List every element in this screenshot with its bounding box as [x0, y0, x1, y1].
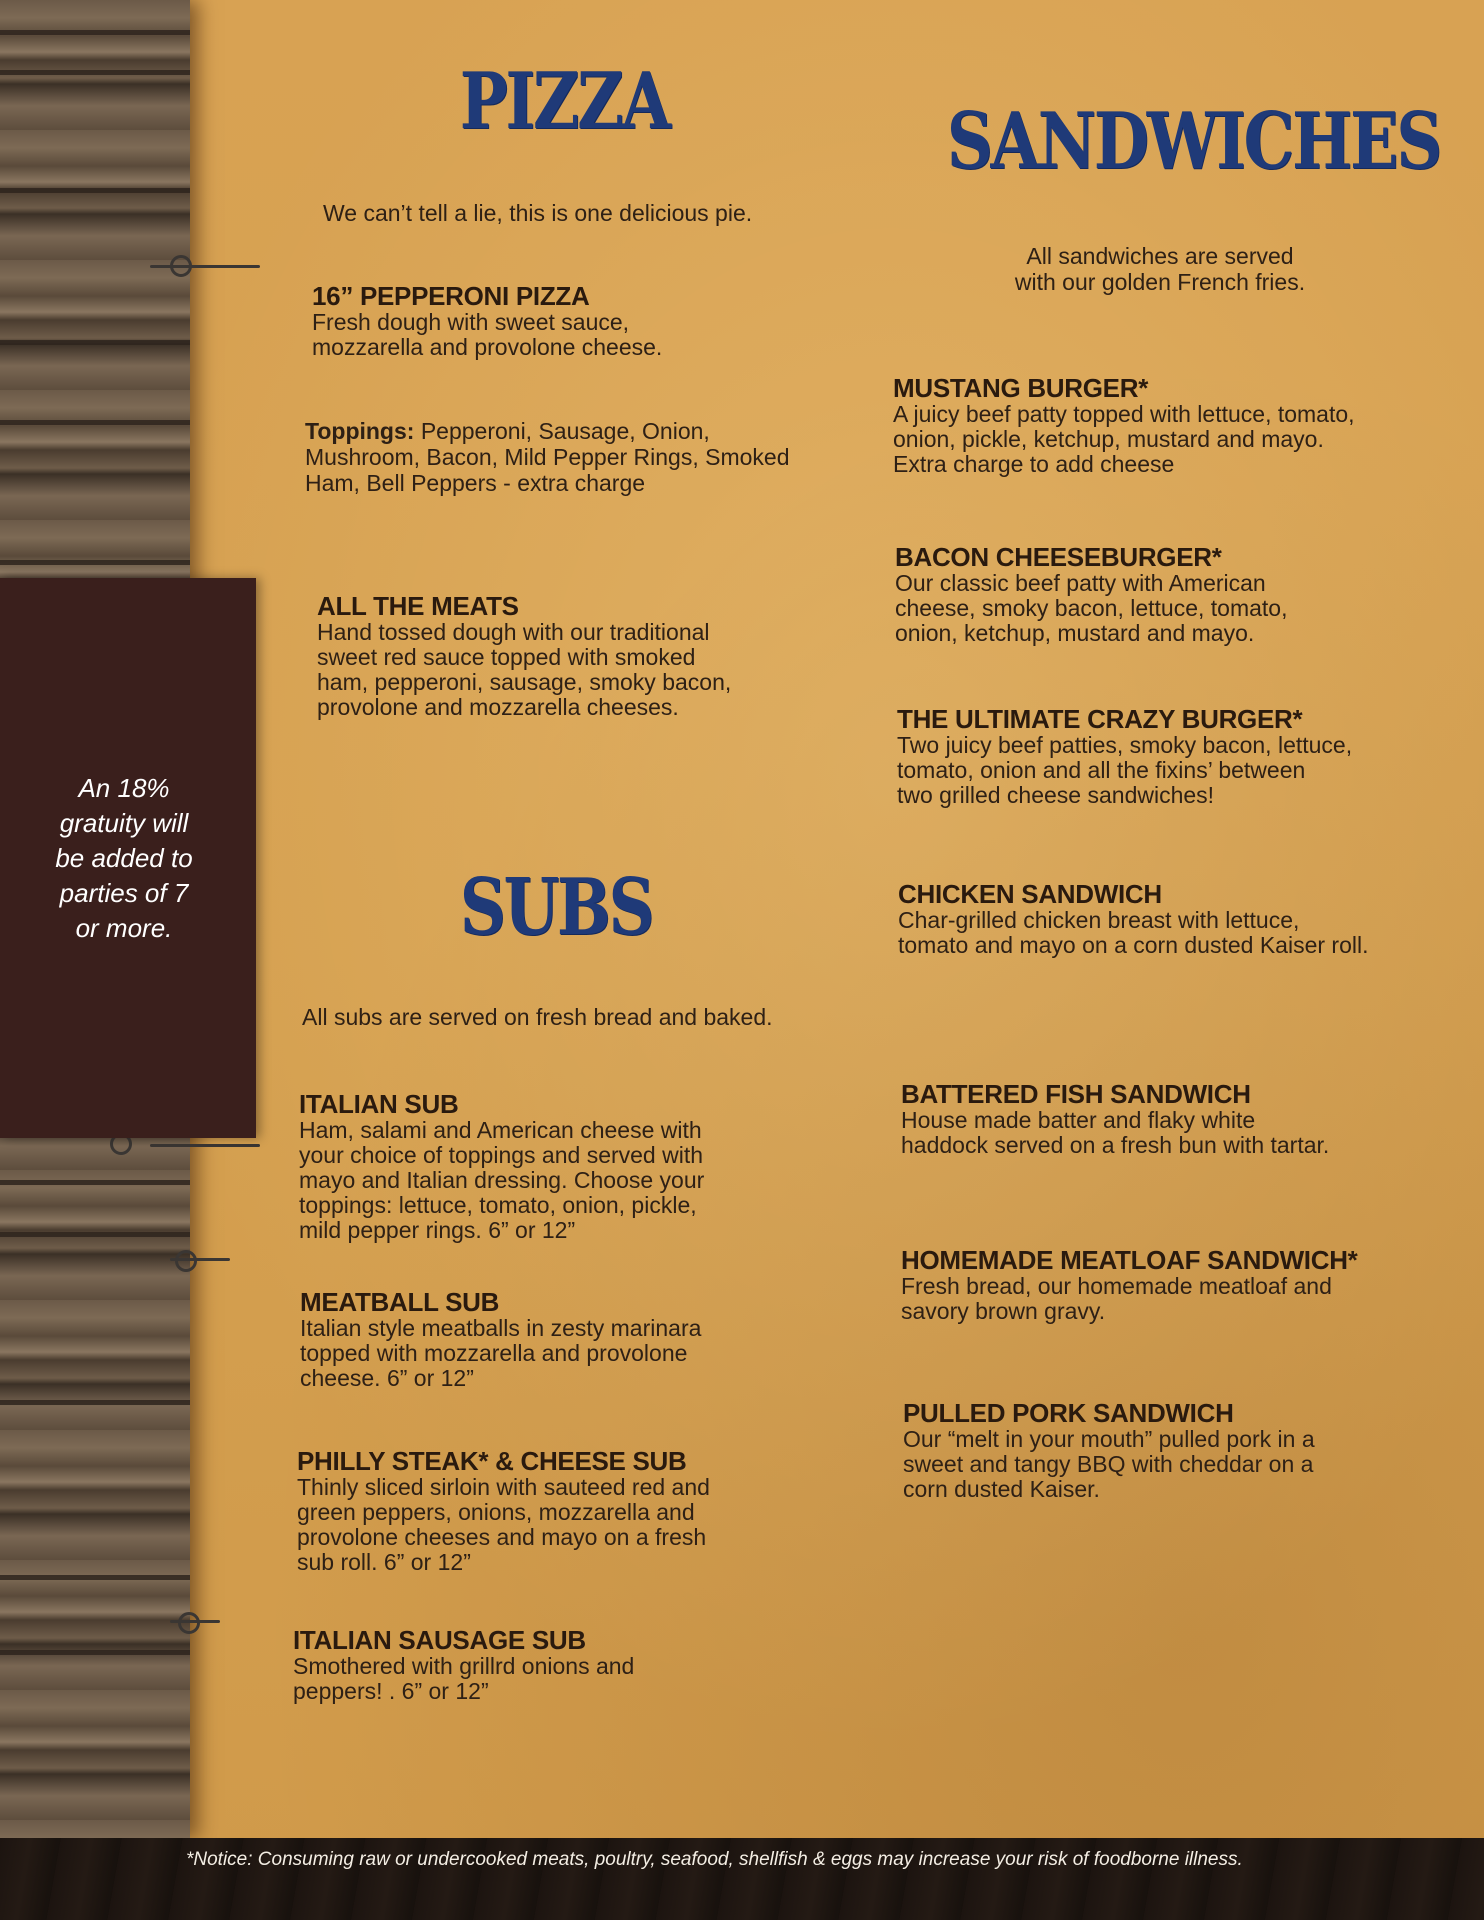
toppings-text: Pepperoni, Sausage, Onion, Mushroom, Bacon, Mild Pepper Rings, Smoked Ham, Bell Peppers - extra charge — [305, 418, 790, 496]
menu-item — [898, 880, 1458, 958]
toppings-label: Toppings: — [305, 418, 415, 444]
gratuity-band — [0, 578, 256, 1138]
item-description: Hand tossed dough with our traditional sweet red sauce topped with smoked ham, pepperoni, sausage, smoky bacon, provolone and mozzarella cheeses. — [317, 619, 732, 720]
pizza-toppings — [305, 418, 795, 496]
item-description: Char-grilled chicken breast with lettuce, tomato and mayo on a corn dusted Kaiser roll. — [898, 907, 1369, 958]
item-name: THE ULTIMATE CRAZY BURGER* — [897, 704, 1303, 734]
item-name: ITALIAN SUB — [299, 1089, 459, 1119]
item-description: Smothered with grillrd onions and peppers! . 6” or 12” — [293, 1653, 635, 1704]
item-name: BACON CHEESEBURGER* — [895, 542, 1222, 572]
menu-item — [312, 282, 792, 360]
item-name: ITALIAN SAUSAGE SUB — [293, 1625, 586, 1655]
item-name: MEATBALL SUB — [300, 1287, 500, 1317]
item-description: Italian style meatballs in zesty marinara topped with mozzarella and provolone cheese. 6” or 12” — [300, 1315, 702, 1391]
item-description: House made batter and flaky white haddock served on a fresh bun with tartar. — [901, 1107, 1330, 1158]
footer-notice: *Notice: Consuming raw or undercooked meats, poultry, seafood, shellfish & eggs may increase your risk of foodborne illness. — [186, 1849, 1243, 1870]
item-description: Fresh bread, our homemade meatloaf and savory brown gravy. — [901, 1273, 1332, 1324]
item-name: PHILLY STEAK* & CHEESE SUB — [297, 1446, 687, 1476]
item-name: MUSTANG BURGER* — [893, 373, 1149, 403]
item-name: PULLED PORK SANDWICH — [903, 1398, 1234, 1428]
item-description: Ham, salami and American cheese with your choice of toppings and served with mayo and Italian dressing. Choose your toppings: lettuce, tomato, onion, pickle, mild pepper rings. 6” or 12” — [299, 1117, 705, 1243]
subs-intro: All subs are served on fresh bread and baked. — [302, 1004, 773, 1030]
item-description: Our “melt in your mouth” pulled pork in a sweet and tangy BBQ with cheddar on a corn dusted Kaiser. — [903, 1426, 1315, 1502]
pizza-title: PIZZA — [459, 56, 669, 147]
menu-item — [903, 1399, 1463, 1502]
menu-item — [893, 374, 1453, 477]
subs-title: SUBS — [459, 862, 653, 953]
item-description: Our classic beef patty with American cheese, smoky bacon, lettuce, tomato, onion, ketchup, mustard and mayo. — [895, 570, 1288, 646]
pizza-intro: We can’t tell a lie, this is one delicious pie. — [323, 200, 753, 226]
item-description: A juicy beef patty topped with lettuce, tomato, onion, pickle, ketchup, mustard and mayo. Extra charge to add cheese — [893, 401, 1355, 477]
sandwiches-title: SANDWICHES — [946, 96, 1440, 187]
menu-item — [317, 592, 797, 720]
item-name: ALL THE MEATS — [317, 591, 519, 621]
menu-item — [897, 705, 1457, 808]
item-name: HOMEMADE MEATLOAF SANDWICH* — [901, 1245, 1358, 1275]
item-name: 16” PEPPERONI PIZZA — [312, 281, 590, 311]
item-name: BATTERED FISH SANDWICH — [901, 1079, 1251, 1109]
item-name: CHICKEN SANDWICH — [898, 879, 1162, 909]
menu-item — [300, 1288, 800, 1391]
item-description: Thinly sliced sirloin with sauteed red and green peppers, onions, mozzarella and provolone cheeses and mayo on a fresh sub roll. 6” or 12” — [297, 1474, 710, 1575]
item-description: Fresh dough with sweet sauce, mozzarella and provolone cheese. — [312, 309, 663, 360]
menu-item — [895, 543, 1455, 646]
menu-item — [901, 1080, 1461, 1158]
gratuity-note: An 18% gratuity will be added to parties of 7 or more. — [55, 772, 193, 943]
menu-item — [297, 1447, 797, 1575]
menu-item — [299, 1090, 799, 1243]
item-description: Two juicy beef patties, smoky bacon, lettuce, tomato, onion and all the fixins’ between two grilled cheese sandwiches! — [897, 732, 1353, 808]
sandwiches-intro: All sandwiches are served with our golden French fries. — [1014, 243, 1306, 295]
menu-item — [901, 1246, 1461, 1324]
menu-item — [293, 1626, 793, 1704]
